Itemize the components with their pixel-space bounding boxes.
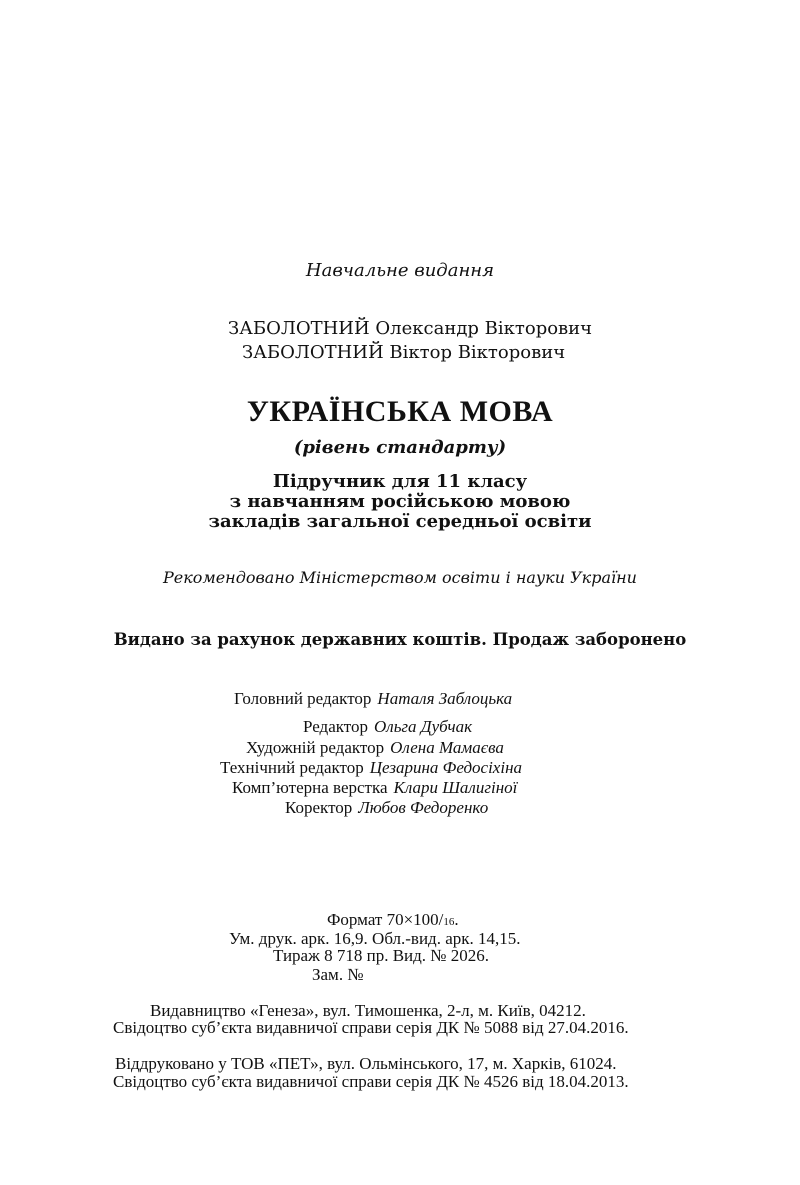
order-line: Зам. № [312,965,364,984]
credit-editor [303,718,472,735]
credit-role: Головний редактор [234,689,372,708]
printer-line-2: Свідоцтво суб’єкта видавничої справи серія ДК № 4526 від 18.04.2013. [113,1072,629,1091]
subtitle-line-2: з навчанням російською мовою [229,491,571,512]
printer-line-1: Віддруковано у ТОВ «ПЕТ», вул. Ольмінського, 17, м. Харків, 61024. [115,1054,617,1073]
distribution-notice: Видано за рахунок державних коштів. Продаж заборонено [113,630,687,649]
credit-tech-editor [220,759,522,776]
author-2: ЗАБОЛОТНИЙ Віктор Вікторович [242,342,566,363]
format-line [327,911,459,928]
credit-layout [232,779,517,796]
level-subtitle: (рівень стандарту) [293,437,507,458]
credit-role: Технічний редактор [220,758,364,777]
subtitle-line-3: закладів загальної середньої освіти [208,511,592,532]
credit-name: Клари Шалигіної [393,778,518,797]
credit-name: Ольга Дубчак [374,717,473,736]
recommendation: Рекомендовано Міністерством освіти і науки України [163,568,637,587]
credit-name: Наталя Заблоцька [377,689,513,708]
credit-chief-editor [234,690,512,707]
format-sub: 16 [443,916,455,928]
edition-type: Навчальне видання [305,260,495,281]
subtitle-line-1: Підручник для 11 класу [272,471,528,492]
author-1: ЗАБОЛОТНИЙ Олександр Вікторович [228,318,593,339]
format-label: Формат 70×100/ [327,910,444,929]
publisher-line-2: Свідоцтво суб’єкта видавничої справи серія ДК № 5088 від 27.04.2016. [113,1018,629,1037]
credit-role: Комп’ютерна верстка [232,778,388,797]
credit-role: Редактор [303,717,368,736]
credit-proofreader [285,799,488,816]
credit-role: Художній редактор [246,738,385,757]
credit-art-editor [246,739,504,756]
sheets-line: Ум. друк. арк. 16,9. Обл.-вид. арк. 14,15. [229,929,521,948]
credit-role: Коректор [285,798,353,817]
credit-name: Олена Мамаєва [390,738,504,757]
format-end: . [454,910,459,929]
credit-name: Цезарина Федосіхіна [369,758,523,777]
publisher-line-1: Видавництво «Генеза», вул. Тимошенка, 2-л, м. Київ, 04212. [150,1001,586,1020]
book-title: УКРАЇНСЬКА МОВА [246,395,554,428]
credit-name: Любов Федоренко [358,798,489,817]
run-line: Тираж 8 718 пр. Вид. № 2026. [273,946,490,965]
